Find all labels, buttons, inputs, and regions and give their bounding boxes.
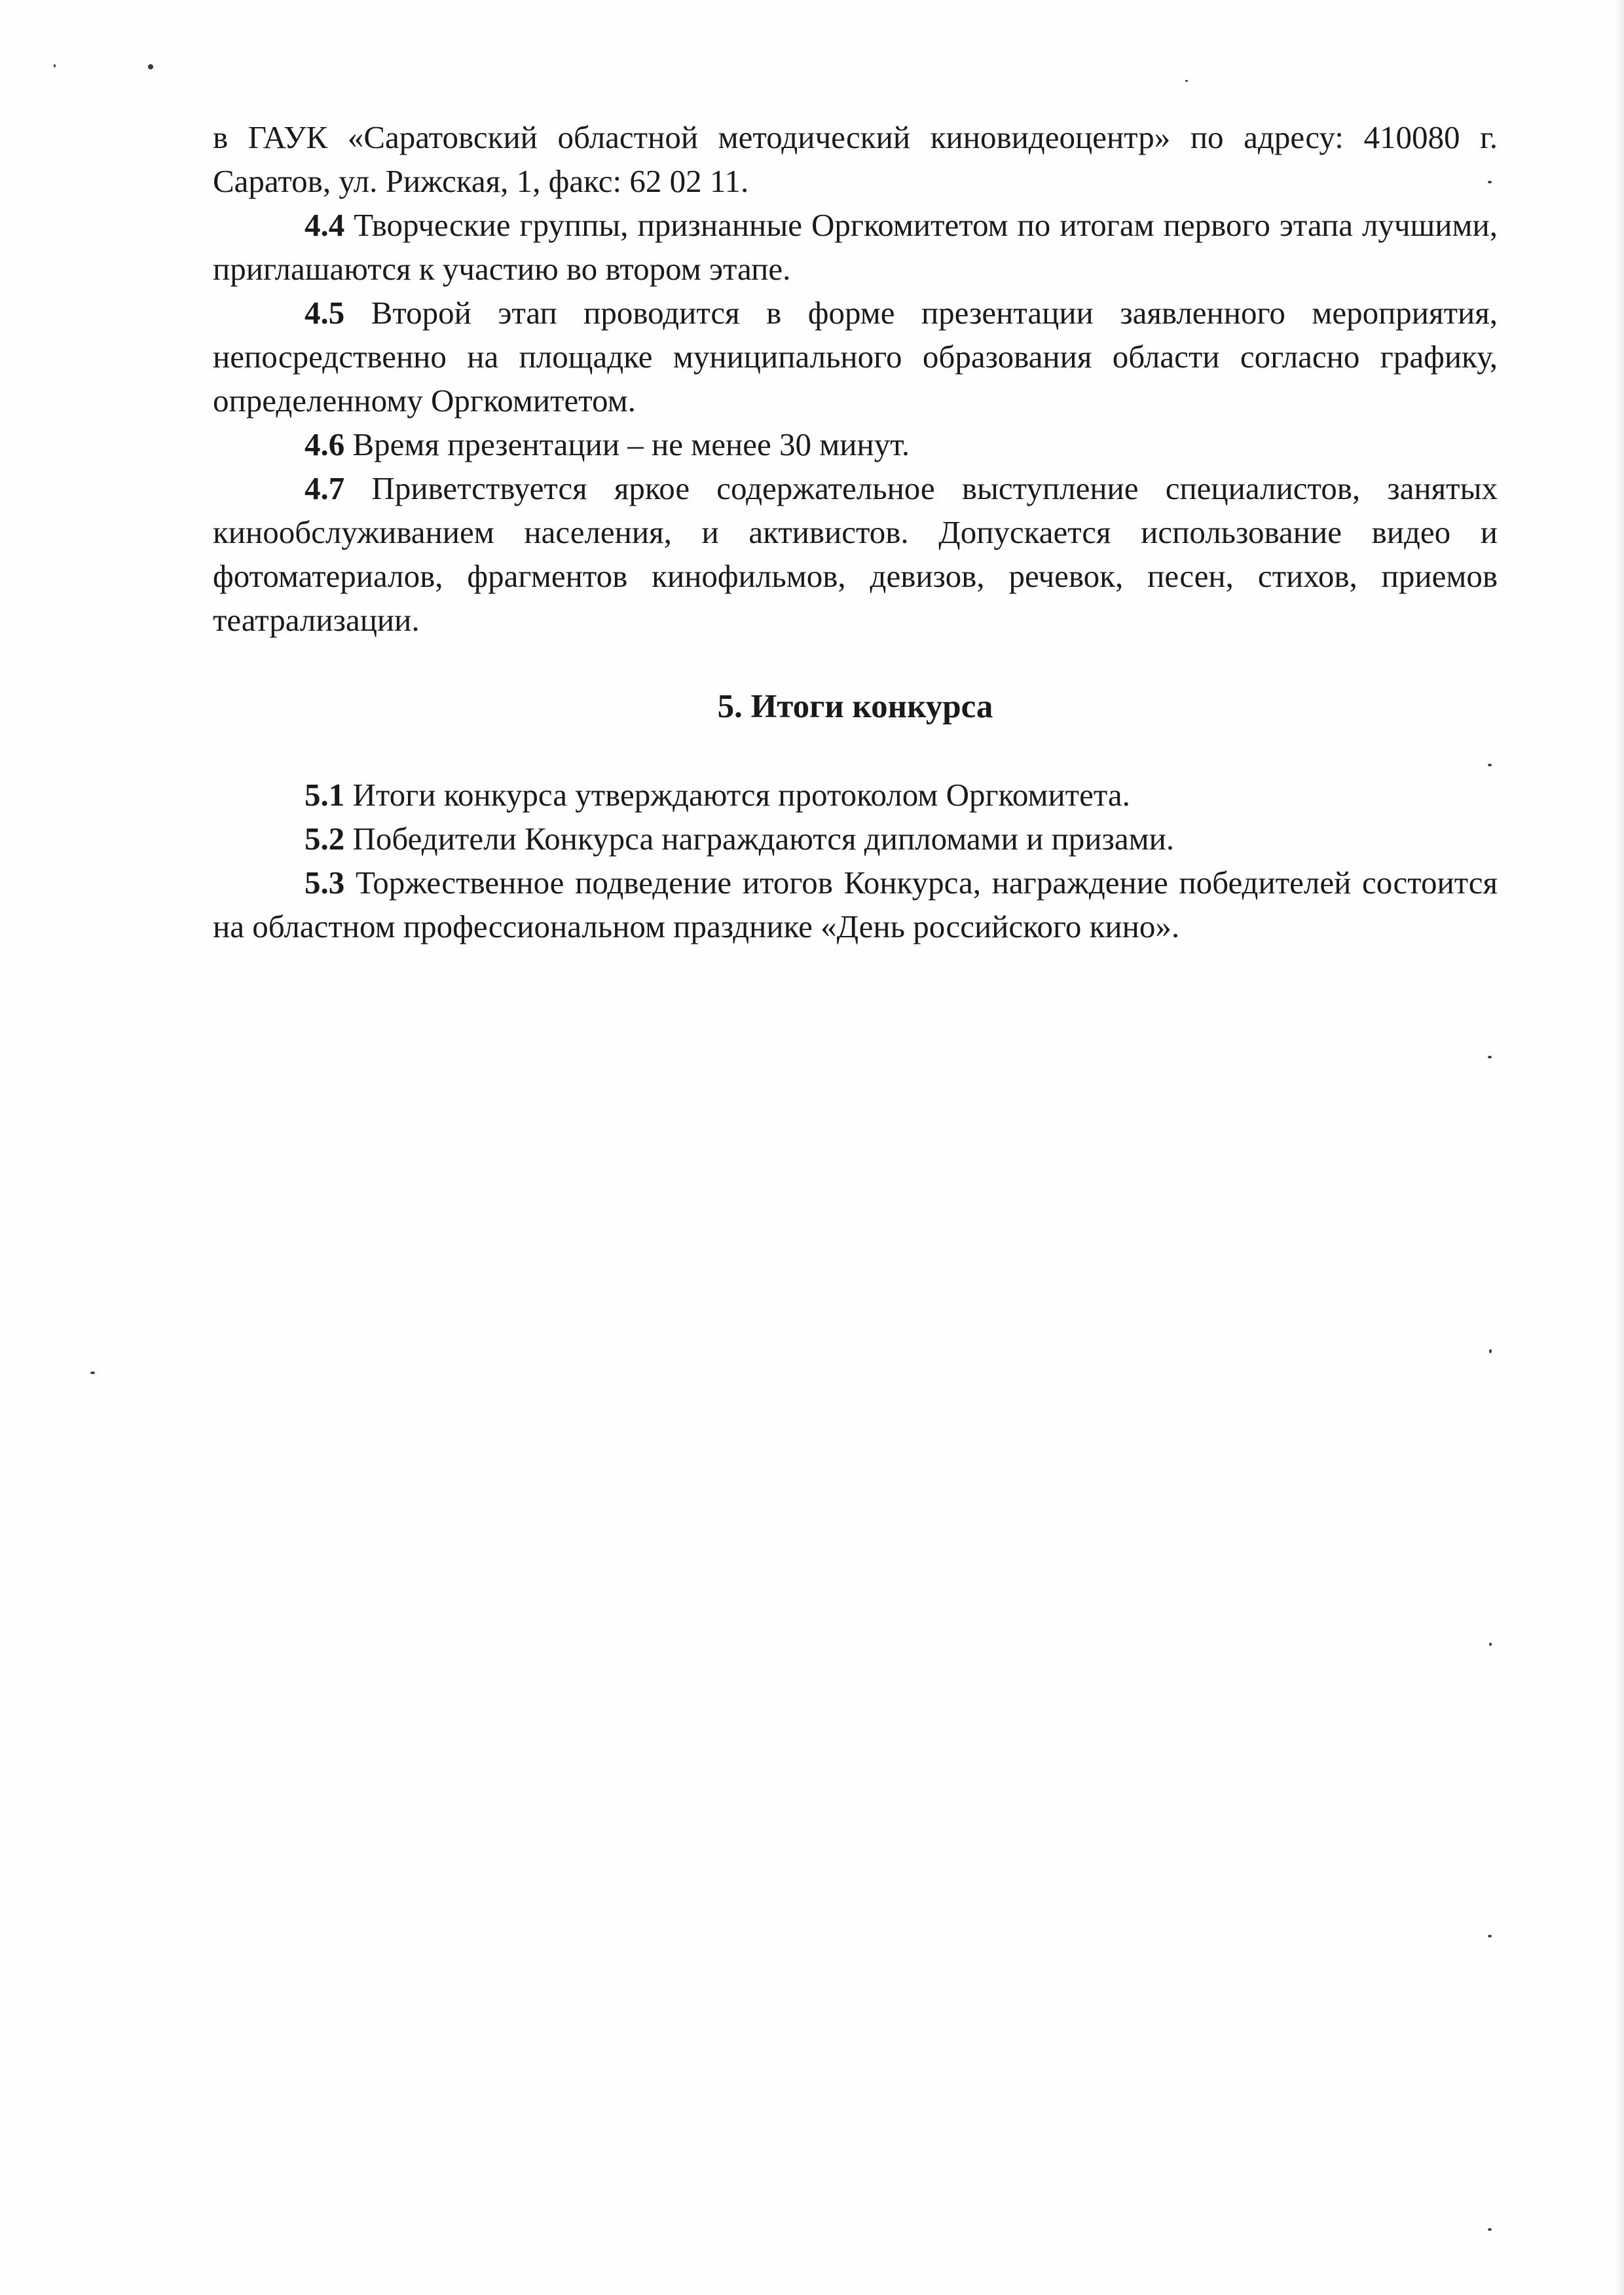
scan-speck (148, 64, 153, 69)
clause-4-7 (213, 466, 1498, 642)
scan-speck (1488, 764, 1492, 766)
document-body (213, 115, 1498, 948)
clause-text: Торжественное подведение итогов Конкурса, награждение победителей состоится на областном профессиональном празднике «День российского кино». (213, 865, 1498, 944)
clause-5-1 (213, 773, 1498, 817)
clause-5-3 (213, 861, 1498, 948)
clause-text: Творческие группы, признанные Оргкомитетом по итогам первого этапа лучшими, приглашаются к участию во втором этапе. (213, 207, 1498, 287)
scan-speck (1185, 80, 1188, 82)
scan-speck (1489, 1349, 1492, 1353)
clause-4-6 (213, 422, 1498, 466)
scan-edge (1615, 0, 1624, 2295)
scan-speck (1489, 1643, 1492, 1646)
clause-text: Время презентации – не менее 30 минут. (344, 426, 910, 462)
clause-number: 4.7 (304, 470, 345, 506)
clause-number: 4.4 (304, 207, 345, 243)
clause-number: 5.2 (304, 821, 345, 857)
clause-5-2 (213, 817, 1498, 861)
clause-text: Итоги конкурса утверждаются протоколом Оргкомитета. (344, 777, 1130, 813)
scan-speck (54, 64, 56, 67)
scan-speck (1488, 181, 1492, 183)
clause-number: 4.6 (304, 426, 345, 462)
clause-number: 5.3 (304, 865, 345, 901)
scan-speck (1488, 1935, 1492, 1937)
clause-number: 5.1 (304, 777, 345, 813)
clause-text: Второй этап проводится в форме презентации заявленного мероприятия, непосредственно на площадке муниципального образования области согласно графику, определенному Оргкомитетом. (213, 295, 1498, 419)
scan-speck (1488, 1056, 1492, 1058)
intro-paragraph: в ГАУК «Саратовский областной методический киновидеоцентр» по адресу: 410080 г. Саратов, ул. Рижская, 1, факс: 62 02 11. (213, 119, 1498, 199)
section-heading: 5. Итоги конкурса (717, 688, 993, 725)
clause-text: Победители Конкурса награждаются дипломами и призами. (344, 821, 1175, 857)
clause-number: 4.5 (304, 295, 345, 331)
scan-speck (1488, 2228, 1492, 2231)
scan-speck (90, 1371, 95, 1374)
clause-4-5 (213, 291, 1498, 422)
clause-text: Приветствуется яркое содержательное выступление специалистов, занятых кинообслуживанием населения, и активистов. Допускается использование видео и фотоматериалов, фрагментов кинофильмов, девизов, речевок, песен, стихов, приемов театрализации. (213, 470, 1498, 638)
clause-4-4 (213, 203, 1498, 291)
